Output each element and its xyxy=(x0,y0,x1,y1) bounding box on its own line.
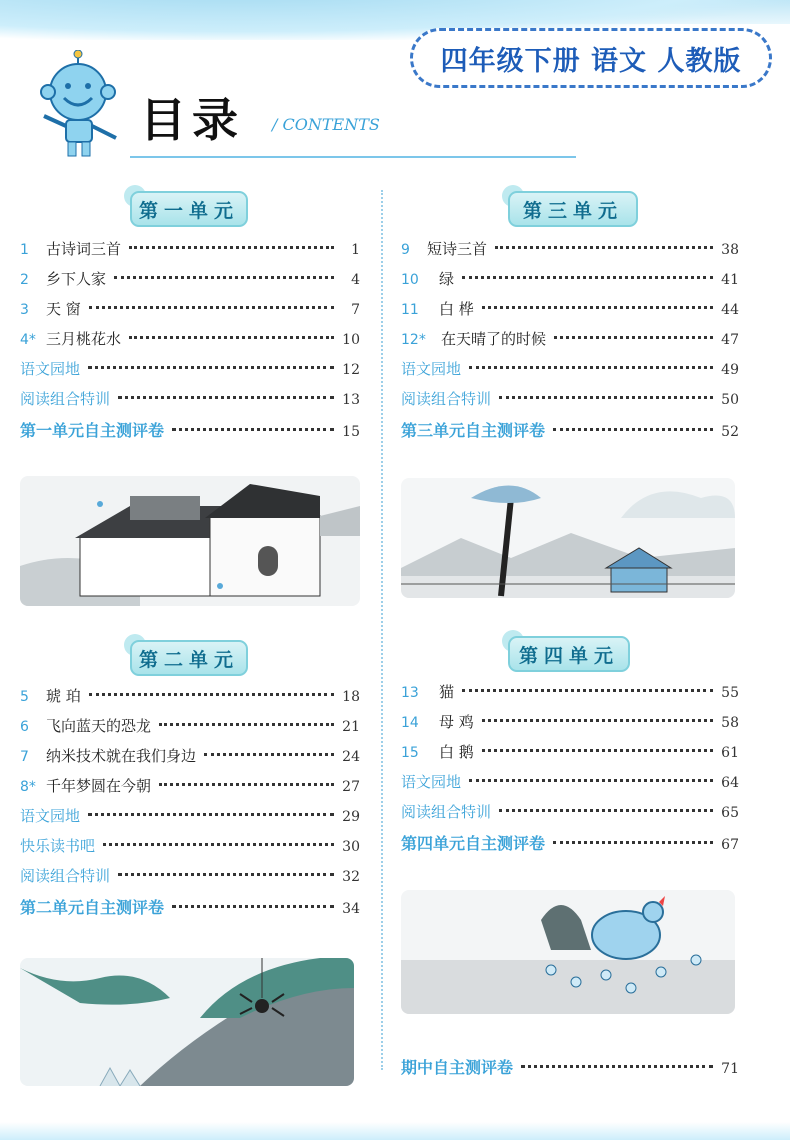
toc-entry[interactable] xyxy=(20,685,360,715)
entry-title: 千年梦圆在今朝 xyxy=(46,777,152,795)
toc-entry[interactable] xyxy=(401,388,739,418)
leader-dots xyxy=(554,336,713,339)
entry-page: 50 xyxy=(721,392,739,408)
toc-entry[interactable] xyxy=(20,268,360,298)
title-underline xyxy=(130,156,576,158)
leader-dots xyxy=(159,723,334,726)
toc-entry[interactable] xyxy=(401,418,739,448)
toc-entry[interactable] xyxy=(20,298,360,328)
entry-page: 18 xyxy=(342,689,360,705)
entry-title: 语文园地 xyxy=(20,807,81,825)
entry-number: 7 xyxy=(20,749,29,765)
toc-entry[interactable] xyxy=(20,805,360,835)
leader-dots xyxy=(89,306,334,309)
entry-page: 7 xyxy=(351,302,360,318)
entry-number: 14 xyxy=(401,715,419,731)
toc-entry[interactable] xyxy=(20,865,360,895)
entry-page: 44 xyxy=(721,302,739,318)
leader-dots xyxy=(499,396,713,399)
unit-2-list xyxy=(20,685,360,925)
entry-title: 古诗词三首 xyxy=(46,240,122,258)
entry-page: 12 xyxy=(342,362,360,378)
entry-title: 语文园地 xyxy=(401,773,462,791)
toc-entry[interactable] xyxy=(20,418,360,448)
entry-page: 49 xyxy=(721,362,739,378)
leader-dots xyxy=(553,841,713,844)
entry-page: 24 xyxy=(342,749,360,765)
leader-dots xyxy=(469,366,713,369)
leader-dots xyxy=(118,873,334,876)
unit-1-list xyxy=(20,238,360,448)
toc-entry[interactable] xyxy=(401,238,739,268)
leader-dots xyxy=(103,843,334,846)
entry-title: 猫 xyxy=(439,683,455,701)
toc-entry[interactable] xyxy=(401,741,739,771)
toc-entry[interactable] xyxy=(401,801,739,831)
tree-spider-illustration xyxy=(20,958,354,1086)
entry-title: 纳米技术就在我们身边 xyxy=(46,747,197,765)
entry-number: 12* xyxy=(401,332,426,348)
entry-page: 34 xyxy=(342,901,360,917)
entry-title: 阅读组合特训 xyxy=(20,867,111,885)
entry-title: 语文园地 xyxy=(401,360,462,378)
entry-title: 语文园地 xyxy=(20,360,81,378)
entry-title: 在天晴了的时候 xyxy=(441,330,547,348)
entry-page: 55 xyxy=(721,685,739,701)
entry-title: 期中自主测评卷 xyxy=(401,1058,514,1077)
entry-number: 11 xyxy=(401,302,419,318)
toc-entry[interactable] xyxy=(20,328,360,358)
leader-dots xyxy=(499,809,713,812)
entry-title: 短诗三首 xyxy=(427,240,488,258)
unit-2-header: 第二单元 xyxy=(130,640,248,676)
leader-dots xyxy=(469,779,713,782)
entry-page: 71 xyxy=(721,1061,739,1077)
entry-number: 2 xyxy=(20,272,29,288)
entry-title: 阅读组合特训 xyxy=(401,390,492,408)
entry-title: 阅读组合特训 xyxy=(20,390,111,408)
entry-page: 13 xyxy=(342,392,360,408)
entry-page: 52 xyxy=(721,424,739,440)
toc-entry[interactable] xyxy=(401,831,739,861)
unit-4-header: 第四单元 xyxy=(508,636,630,672)
leader-dots xyxy=(553,428,713,431)
toc-entry[interactable] xyxy=(20,895,360,925)
entry-page: 30 xyxy=(342,839,360,855)
entry-number: 10 xyxy=(401,272,419,288)
leader-dots xyxy=(88,366,334,369)
entry-page: 47 xyxy=(721,332,739,348)
entry-title: 母 鸡 xyxy=(439,713,474,731)
unit-1-header: 第一单元 xyxy=(130,191,248,227)
leader-dots xyxy=(172,905,334,908)
toc-entry[interactable] xyxy=(20,715,360,745)
toc-entry[interactable] xyxy=(20,358,360,388)
entry-number: 3 xyxy=(20,302,29,318)
toc-entry[interactable] xyxy=(20,835,360,865)
entry-page: 64 xyxy=(721,775,739,791)
unit-3-list xyxy=(401,238,739,448)
entry-page: 4 xyxy=(351,272,360,288)
entry-title: 白 桦 xyxy=(439,300,474,318)
toc-entry[interactable] xyxy=(20,775,360,805)
hen-chicks-illustration xyxy=(401,890,735,1014)
entry-title: 绿 xyxy=(439,270,455,288)
toc-entry[interactable] xyxy=(401,268,739,298)
entry-number: 6 xyxy=(20,719,29,735)
toc-entry[interactable] xyxy=(401,328,739,358)
leader-dots xyxy=(89,693,334,696)
toc-entry[interactable] xyxy=(401,358,739,388)
leader-dots xyxy=(204,753,334,756)
toc-entry[interactable] xyxy=(20,388,360,418)
leader-dots xyxy=(482,749,713,752)
entry-number: 8* xyxy=(20,779,36,795)
entry-page: 1 xyxy=(351,242,360,258)
leader-dots xyxy=(521,1065,713,1068)
page-title: 目录 xyxy=(140,93,244,147)
entry-page: 15 xyxy=(342,424,360,440)
entry-number: 15 xyxy=(401,745,419,761)
toc-entry-midterm[interactable] xyxy=(401,1055,739,1085)
entry-title: 琥 珀 xyxy=(46,687,81,705)
leader-dots xyxy=(462,276,713,279)
entry-page: 29 xyxy=(342,809,360,825)
entry-title: 阅读组合特训 xyxy=(401,803,492,821)
toc-entry[interactable] xyxy=(401,711,739,741)
entry-page: 61 xyxy=(721,745,739,761)
column-divider xyxy=(381,190,383,1070)
entry-page: 21 xyxy=(342,719,360,735)
entry-title: 第一单元自主测评卷 xyxy=(20,421,165,440)
entry-title: 第二单元自主测评卷 xyxy=(20,898,165,917)
leader-dots xyxy=(495,246,713,249)
birch-farmhouse-illustration xyxy=(401,478,735,598)
entry-title: 三月桃花水 xyxy=(46,330,122,348)
entry-title: 乡下人家 xyxy=(46,270,107,288)
mascot-robot-illustration xyxy=(30,50,130,160)
leader-dots xyxy=(118,396,334,399)
toc-entry[interactable] xyxy=(401,681,739,711)
midterm-entry-container xyxy=(401,1055,739,1085)
entry-number: 13 xyxy=(401,685,419,701)
entry-page: 27 xyxy=(342,779,360,795)
leader-dots xyxy=(114,276,334,279)
bottom-decor-band xyxy=(0,1122,790,1140)
unit-3-header: 第三单元 xyxy=(508,191,638,227)
entry-number: 4* xyxy=(20,332,36,348)
entry-page: 65 xyxy=(721,805,739,821)
leader-dots xyxy=(159,783,334,786)
entry-title: 快乐读书吧 xyxy=(20,837,96,855)
leader-dots xyxy=(88,813,334,816)
unit-4-list xyxy=(401,681,739,861)
entry-page: 38 xyxy=(721,242,739,258)
leader-dots xyxy=(462,689,713,692)
entry-page: 58 xyxy=(721,715,739,731)
entry-page: 41 xyxy=(721,272,739,288)
entry-page: 32 xyxy=(342,869,360,885)
entry-page: 10 xyxy=(342,332,360,348)
page-title-english: / CONTENTS xyxy=(272,115,380,134)
leader-dots xyxy=(482,306,713,309)
grade-subject-badge: 四年级下册 语文 人教版 xyxy=(410,28,772,88)
village-houses-illustration xyxy=(20,476,360,606)
toc-entry[interactable] xyxy=(401,298,739,328)
leader-dots xyxy=(129,246,334,249)
toc-entry[interactable] xyxy=(401,771,739,801)
entry-title: 白 鹅 xyxy=(439,743,474,761)
entry-number: 9 xyxy=(401,242,410,258)
entry-title: 第三单元自主测评卷 xyxy=(401,421,546,440)
leader-dots xyxy=(172,428,334,431)
entry-title: 天 窗 xyxy=(46,300,81,318)
leader-dots xyxy=(482,719,713,722)
entry-title: 第四单元自主测评卷 xyxy=(401,834,546,853)
toc-entry[interactable] xyxy=(20,238,360,268)
entry-page: 67 xyxy=(721,837,739,853)
entry-number: 1 xyxy=(20,242,29,258)
entry-title: 飞向蓝天的恐龙 xyxy=(46,717,152,735)
toc-entry[interactable] xyxy=(20,745,360,775)
leader-dots xyxy=(129,336,334,339)
entry-number: 5 xyxy=(20,689,29,705)
